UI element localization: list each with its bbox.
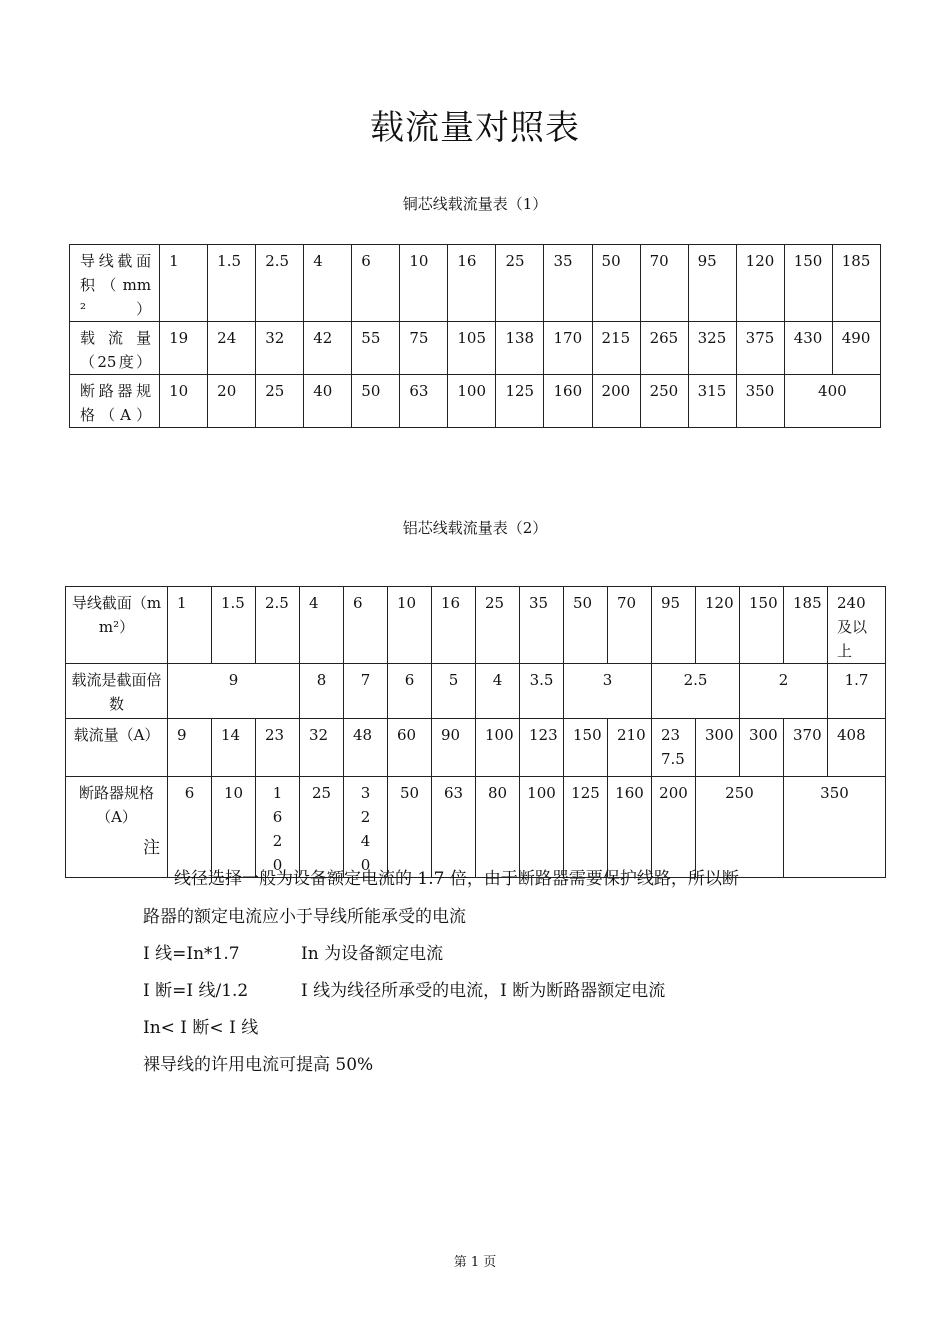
row-header: 导线截面（mm²） — [66, 587, 168, 664]
table-cell: 16 — [432, 587, 476, 664]
table-cell: 3 — [564, 664, 652, 719]
table-cell: 10 — [160, 375, 208, 428]
table-cell: 60 — [388, 719, 432, 777]
formula-breaker-current-desc: I 线为线径所承受的电流，I 断为断路器额定电流 — [301, 981, 666, 1001]
table-cell: 300 — [740, 719, 784, 777]
table-cell: 4 — [304, 245, 352, 322]
table-cell: 265 — [640, 322, 688, 375]
table-cell: 315 — [688, 375, 736, 428]
table-row — [70, 322, 881, 375]
table-cell: 10 — [388, 587, 432, 664]
table-cell: 50 — [564, 587, 608, 664]
table-cell: 95 — [652, 587, 696, 664]
table-cell: 10 — [212, 777, 256, 878]
table-cell: 70 — [608, 587, 652, 664]
table-cell: 23 — [256, 719, 300, 777]
table-cell: 138 — [496, 322, 544, 375]
table-cell: 170 — [544, 322, 592, 375]
page-number: 第 1 页 — [453, 1255, 497, 1270]
table-cell: 150 — [784, 245, 832, 322]
table-cell: 32 40 — [344, 777, 388, 878]
table-cell: 237.5 — [652, 719, 696, 777]
notes-paragraph-line1: 线径选择一般为设备额定电流的 1.7 倍，由于断路器需要保护线路，所以断 — [174, 869, 739, 889]
table-cell: 3.5 — [520, 664, 564, 719]
row-header: 载流是截面倍数 — [66, 664, 168, 719]
table-cell: 70 — [640, 245, 688, 322]
table-cell: 125 — [564, 777, 608, 878]
table-cell: 400 — [784, 375, 880, 428]
row-header: 断路器规格（A） — [70, 375, 160, 428]
table-cell: 100 — [448, 375, 496, 428]
table-cell: 2.5 — [652, 664, 740, 719]
table-cell: 50 — [352, 375, 400, 428]
table-cell: 1.5 — [208, 245, 256, 322]
table-cell: 2 — [740, 664, 828, 719]
table-cell: 370 — [784, 719, 828, 777]
table-cell: 63 — [400, 375, 448, 428]
table-cell: 1 — [168, 587, 212, 664]
table-cell: 100 — [476, 719, 520, 777]
table-cell: 2.5 — [256, 587, 300, 664]
table-cell: 200 — [652, 777, 696, 878]
table-cell: 95 — [688, 245, 736, 322]
table-cell: 6 — [352, 245, 400, 322]
table-cell: 1.5 — [212, 587, 256, 664]
notes-paragraph-line2: 路器的额定电流应小于导线所能承受的电流 — [143, 907, 466, 927]
table-cell: 185 — [784, 587, 828, 664]
table-cell: 120 — [736, 245, 784, 322]
table-cell: 10 — [400, 245, 448, 322]
row-header: 导线截面积（mm²） — [70, 245, 160, 322]
table-cell: 125 — [496, 375, 544, 428]
table-cell: 80 — [476, 777, 520, 878]
table-cell: 6 — [344, 587, 388, 664]
table-cell: 6 — [168, 777, 212, 878]
table-cell: 35 — [544, 245, 592, 322]
table-cell: 100 — [520, 777, 564, 878]
table-cell: 1 — [160, 245, 208, 322]
table-row — [70, 375, 881, 428]
table-cell: 350 — [736, 375, 784, 428]
table-cell: 6 — [388, 664, 432, 719]
table-cell: 250 — [696, 777, 784, 878]
table-cell: 210 — [608, 719, 652, 777]
table-cell: 25 — [496, 245, 544, 322]
table-row — [70, 245, 881, 322]
table-cell: 16 20 — [256, 777, 300, 878]
bare-wire-note: 裸导线的许用电流可提高 50% — [143, 1055, 374, 1075]
notes-label: 注 — [143, 838, 160, 858]
table-cell: 9 — [168, 664, 300, 719]
table-cell: 20 — [208, 375, 256, 428]
copper-wire-table — [69, 244, 881, 428]
row-header: 载 流 量（25度） — [70, 322, 160, 375]
table-cell: 50 — [592, 245, 640, 322]
table-cell: 14 — [212, 719, 256, 777]
formula-line-current-desc: In 为设备额定电流 — [301, 944, 444, 964]
table-cell: 25 — [256, 375, 304, 428]
table-row — [66, 719, 886, 777]
table-cell: 8 — [300, 664, 344, 719]
table-cell: 1.7 — [828, 664, 886, 719]
table-row — [66, 777, 886, 878]
table-cell: 250 — [640, 375, 688, 428]
table-cell: 490 — [832, 322, 880, 375]
table-cell: 4 — [300, 587, 344, 664]
table-cell: 7 — [344, 664, 388, 719]
table-cell: 215 — [592, 322, 640, 375]
table-cell: 9 — [168, 719, 212, 777]
table-cell: 32 — [300, 719, 344, 777]
table-cell: 63 — [432, 777, 476, 878]
table-cell: 50 — [388, 777, 432, 878]
row-header: 断路器规格（A） — [66, 777, 168, 878]
page-title: 载流量对照表 — [370, 108, 580, 148]
table-cell: 185 — [832, 245, 880, 322]
table-cell: 35 — [520, 587, 564, 664]
table-cell: 160 — [608, 777, 652, 878]
table-cell: 90 — [432, 719, 476, 777]
table-cell: 42 — [304, 322, 352, 375]
table-cell: 75 — [400, 322, 448, 375]
table-cell: 150 — [564, 719, 608, 777]
table-cell: 430 — [784, 322, 832, 375]
table-cell: 325 — [688, 322, 736, 375]
table-cell: 300 — [696, 719, 740, 777]
table-cell: 150 — [740, 587, 784, 664]
table-cell: 2.5 — [256, 245, 304, 322]
table-cell: 375 — [736, 322, 784, 375]
table-cell: 40 — [304, 375, 352, 428]
table-cell: 350 — [784, 777, 886, 878]
table2-caption: 铝芯线载流量表（2） — [402, 519, 548, 537]
table-cell: 240及以上 — [828, 587, 886, 664]
table-cell: 48 — [344, 719, 388, 777]
table-cell: 160 — [544, 375, 592, 428]
table-cell: 32 — [256, 322, 304, 375]
formula-line-current: I 线=In*1.7 — [143, 944, 240, 964]
table-cell: 25 — [476, 587, 520, 664]
aluminum-wire-table — [65, 586, 886, 878]
table-cell: 25 — [300, 777, 344, 878]
formula-inequality: In< I 断< I 线 — [143, 1018, 259, 1038]
table-cell: 123 — [520, 719, 564, 777]
table-cell: 4 — [476, 664, 520, 719]
table-row — [66, 664, 886, 719]
table-cell: 200 — [592, 375, 640, 428]
table-cell: 16 — [448, 245, 496, 322]
table1-caption: 铜芯线载流量表（1） — [402, 195, 548, 213]
table-cell: 19 — [160, 322, 208, 375]
table-cell: 24 — [208, 322, 256, 375]
table-cell: 5 — [432, 664, 476, 719]
table-cell: 105 — [448, 322, 496, 375]
formula-breaker-current: I 断=I 线/1.2 — [143, 981, 249, 1001]
table-cell: 55 — [352, 322, 400, 375]
table-cell: 408 — [828, 719, 886, 777]
table-row — [66, 587, 886, 664]
row-header: 载流量（A） — [66, 719, 168, 777]
table-cell: 120 — [696, 587, 740, 664]
